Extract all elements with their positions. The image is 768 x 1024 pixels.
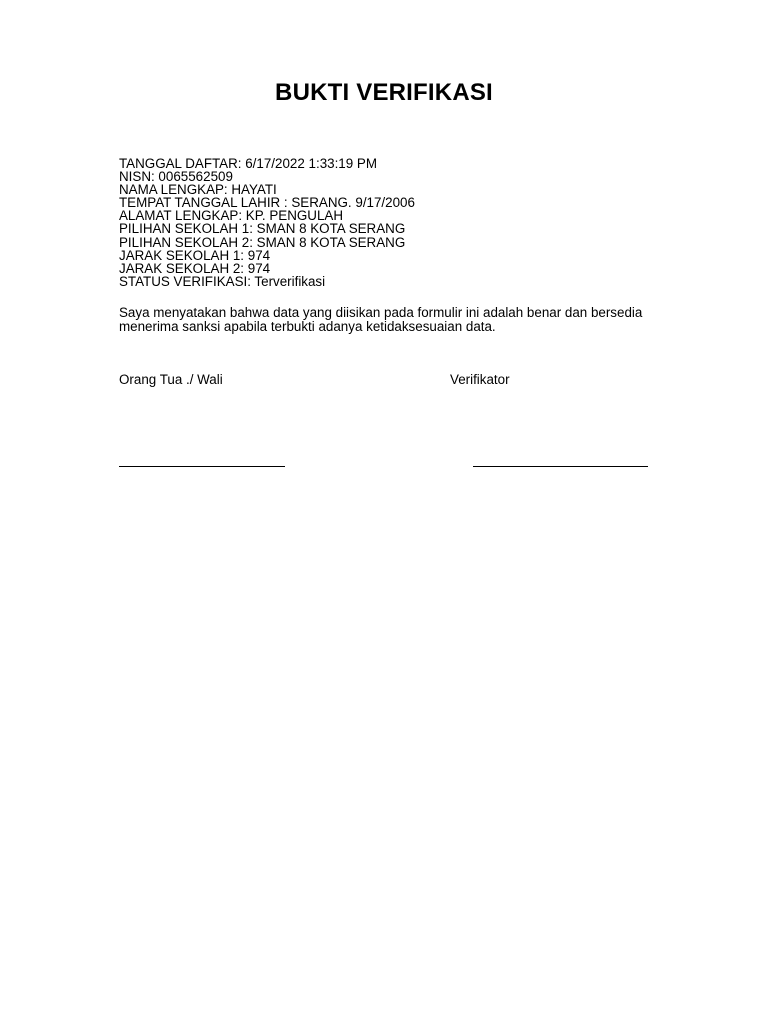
field-nama-lengkap: NAMA LENGKAP: HAYATI <box>119 182 277 198</box>
document-title: BUKTI VERIFIKASI <box>275 79 493 106</box>
field-pilihan-sekolah-1: PILIHAN SEKOLAH 1: SMAN 8 KOTA SERANG <box>119 221 406 237</box>
verifier-signature-line <box>473 466 648 467</box>
verification-fields <box>119 157 679 288</box>
field-alamat-lengkap: ALAMAT LENGKAP: KP. PENGULAH <box>119 208 344 224</box>
parent-guardian-label: Orang Tua ./ Wali <box>119 372 223 387</box>
field-pilihan-sekolah-2: PILIHAN SEKOLAH 2: SMAN 8 KOTA SERANG <box>119 234 406 250</box>
declaration-statement: Saya menyatakan bahwa data yang diisikan pada formulir ini adalah benar dan bersedia menerima sanksi apabila terbukti adanya ketidaksesuaian data. <box>119 305 643 335</box>
field-tempat-tanggal-lahir: TEMPAT TANGGAL LAHIR : SERANG. 9/17/2006 <box>119 195 415 211</box>
field-status-verifikasi: STATUS VERIFIKASI: Terverifikasi <box>119 273 326 289</box>
verifier-label: Verifikator <box>450 372 510 387</box>
field-nisn: NISN: 0065562509 <box>119 169 233 185</box>
field-jarak-sekolah-2: JARAK SEKOLAH 2: 974 <box>119 260 271 276</box>
parent-signature-line <box>119 466 285 467</box>
field-tanggal-daftar: TANGGAL DAFTAR: 6/17/2022 1:33:19 PM <box>119 156 378 171</box>
field-jarak-sekolah-1: JARAK SEKOLAH 1: 974 <box>119 247 271 263</box>
